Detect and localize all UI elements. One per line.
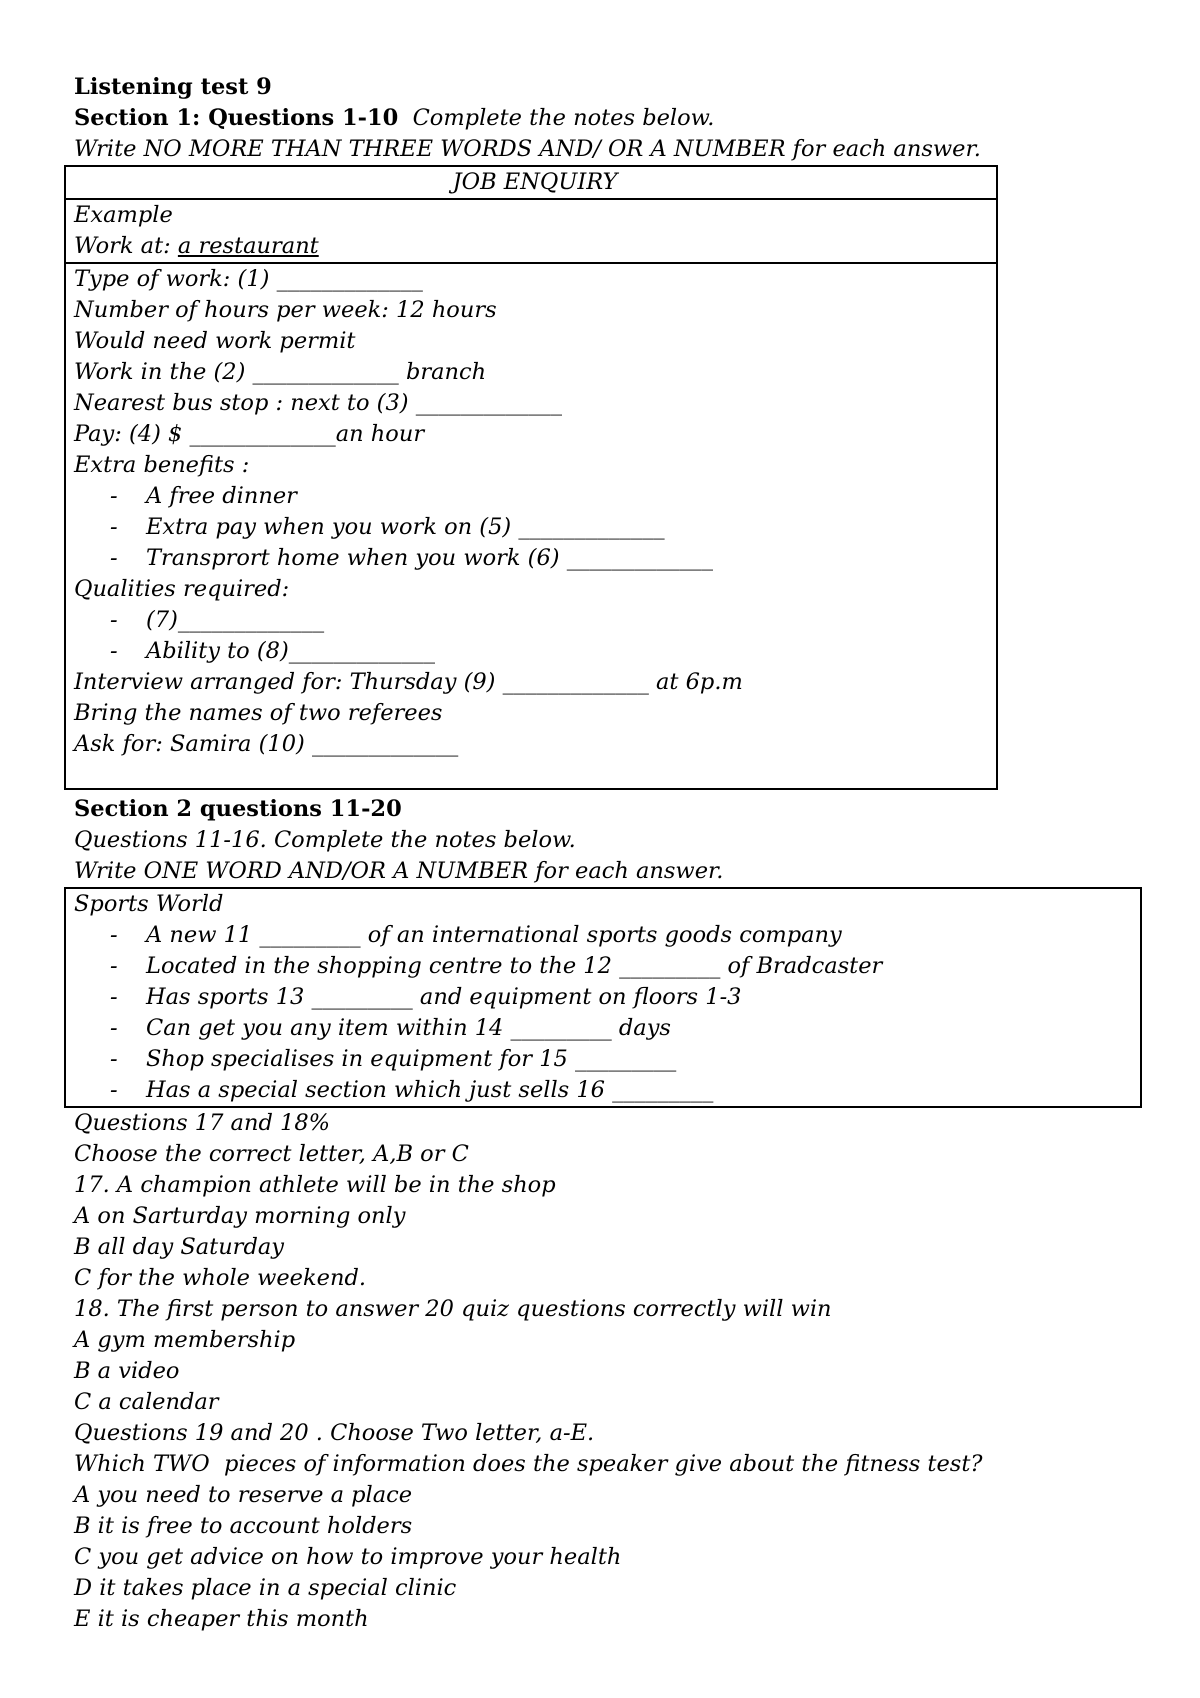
sports-world-box (64, 887, 1142, 1108)
question-line: C you get advice on how to improve your health (74, 1544, 622, 1570)
benefit-item: - Extra pay when you work on (5) _____________ (110, 514, 665, 540)
example-row (66, 200, 996, 264)
quality-item: - (7)_____________ (110, 607, 325, 633)
sports-world-item: - Has a special section which just sells 16 _________ (110, 1077, 714, 1103)
section2-heading: Section 2 questions 11-20 (74, 796, 402, 822)
question-line: B all day Saturday (74, 1234, 284, 1260)
question-line: 17. A champion athlete will be in the shop (74, 1172, 556, 1198)
note-line: Extra benefits : (74, 452, 250, 478)
notes-row (66, 264, 996, 788)
closing-line: Ask for: Samira (10) _____________ (74, 731, 459, 757)
note-line: Work in the (2) _____________ branch (74, 359, 487, 385)
benefit-item: - Transprort home when you work (6) _____________ (110, 545, 713, 571)
question-line: Questions 19 and 20 . Choose Two letter, a-E. (74, 1420, 595, 1446)
section2-instruction1: Questions 11-16. Complete the notes below. (74, 827, 576, 853)
note-line: Type of work: (1) _____________ (74, 266, 423, 292)
example-label: Example (74, 202, 173, 228)
sports-world-title: Sports World (74, 891, 224, 917)
question-line: B it is free to account holders (74, 1513, 413, 1539)
job-enquiry-table (64, 165, 998, 790)
section1-heading-line (74, 103, 1154, 134)
question-line: A gym membership (74, 1327, 296, 1353)
benefit-item: - A free dinner (110, 483, 297, 509)
note-line: Pay: (4) $ _____________an hour (74, 421, 425, 447)
section1-instruction: Write NO MORE THAN THREE WORDS AND/ OR A NUMBER for each answer. (74, 136, 981, 162)
question-line: Which TWO pieces of information does the speaker give about the fitness test? (74, 1451, 983, 1477)
question-line: C for the whole weekend. (74, 1265, 366, 1291)
job-enquiry-header: JOB ENQUIRY (66, 167, 996, 200)
questions-17-20 (74, 1108, 1154, 1635)
question-line: D it takes place in a special clinic (74, 1575, 457, 1601)
question-line: A you need to reserve a place (74, 1482, 413, 1508)
question-line: C a calendar (74, 1389, 219, 1415)
sports-world-item: - Has sports 13 _________ and equipment on floors 1-3 (110, 984, 742, 1010)
question-line: A on Sarturday morning only (74, 1203, 406, 1229)
section2-instruction2: Write ONE WORD AND/OR A NUMBER for each answer. (74, 858, 724, 884)
qualities-label: Qualities required: (74, 576, 290, 602)
section1-instruction-inline: Complete the notes below. (412, 105, 715, 131)
example-answer: a restaurant (177, 233, 319, 259)
question-line: Questions 17 and 18% (74, 1110, 331, 1136)
section1-heading: Section 1: Questions 1-10 (74, 105, 399, 131)
sports-world-item: - A new 11 _________ of an international sports goods company (110, 922, 842, 948)
question-line: E it is cheaper this month (74, 1606, 369, 1632)
example-prefix: Work at: (74, 233, 178, 259)
closing-line: Bring the names of two referees (74, 700, 443, 726)
sports-world-item: - Shop specialises in equipment for 15 _________ (110, 1046, 677, 1072)
quality-item: - Ability to (8)_____________ (110, 638, 436, 664)
sports-world-item: - Can get you any item within 14 _________ days (110, 1015, 671, 1041)
note-line: Would need work permit (74, 328, 356, 354)
document-page (74, 72, 1154, 1635)
note-line: Nearest bus stop : next to (3) _____________ (74, 390, 562, 416)
question-line: 18. The first person to answer 20 quiz questions correctly will win (74, 1296, 832, 1322)
question-line: B a video (74, 1358, 180, 1384)
closing-line: Interview arranged for: Thursday (9) _____________ at 6p.m (74, 669, 743, 695)
sports-world-item: - Located in the shopping centre to the 12 _________ of Bradcaster (110, 953, 883, 979)
question-line: Choose the correct letter, A,B or C (74, 1141, 469, 1167)
example-line (74, 231, 996, 262)
note-line: Number of hours per week: 12 hours (74, 297, 497, 323)
page-title: Listening test 9 (74, 74, 272, 100)
